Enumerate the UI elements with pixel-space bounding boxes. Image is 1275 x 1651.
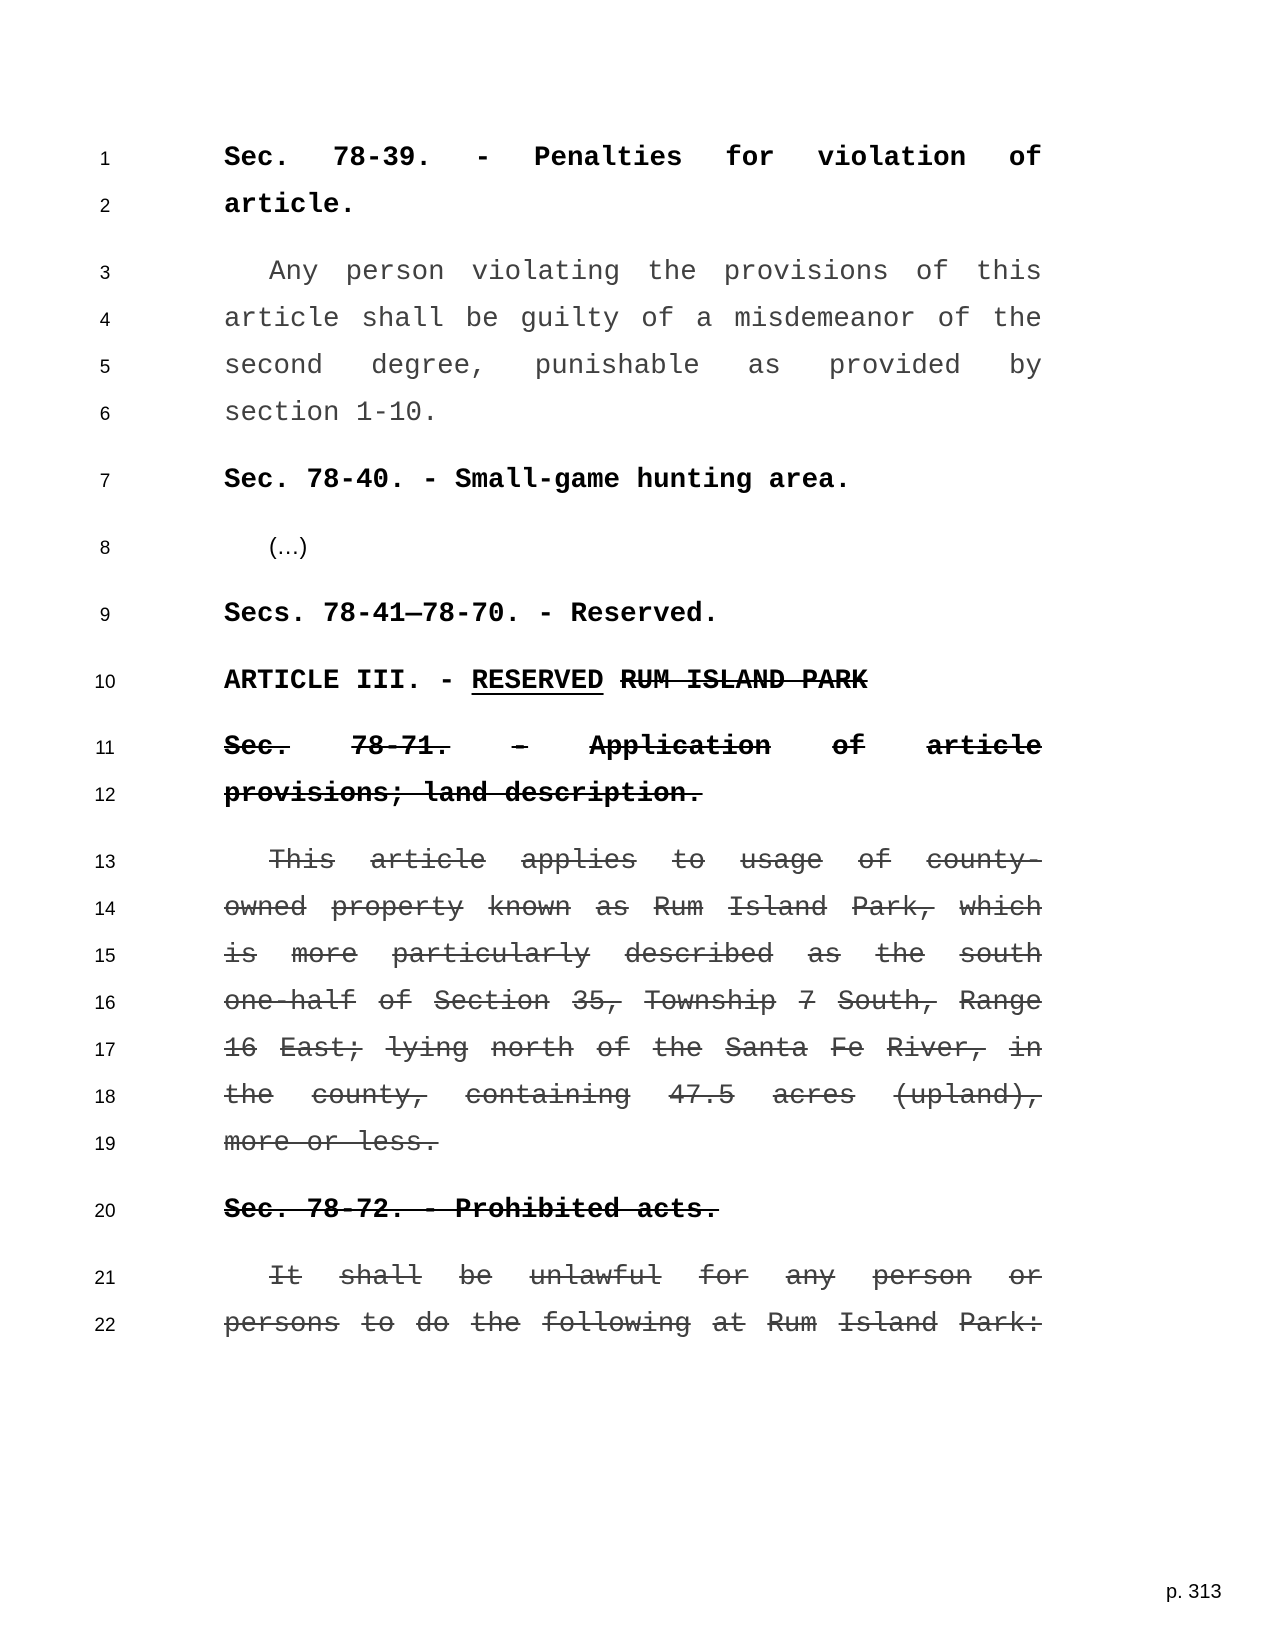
body-word: county,: [311, 1081, 428, 1112]
heading-word: violation: [817, 143, 967, 174]
deleted-paragraph-line: [224, 895, 1042, 923]
body-word: person: [872, 1262, 972, 1293]
body-word: in: [1008, 1034, 1042, 1065]
body-word: 16: [224, 1034, 258, 1065]
body-word: county-: [926, 846, 1042, 877]
body-word: usage: [740, 846, 823, 877]
body-word: provided: [828, 351, 961, 382]
body-word: provisions: [723, 257, 889, 288]
body-word: Township: [644, 987, 777, 1018]
body-word: violating: [471, 257, 621, 288]
line-number: 11: [95, 738, 115, 759]
body-word: any: [785, 1262, 836, 1293]
deleted-paragraph-line: [269, 1264, 1042, 1292]
heading-word: of: [832, 732, 866, 763]
line-number: 17: [94, 1040, 116, 1061]
body-word: the: [647, 257, 697, 288]
body-word: article: [224, 304, 340, 335]
line-number: 19: [94, 1134, 116, 1155]
body-word: to: [671, 846, 705, 877]
line-number: 13: [94, 852, 116, 873]
line-number: 9: [99, 605, 111, 626]
body-word: the: [875, 940, 925, 971]
body-word: Fe: [830, 1034, 864, 1065]
body-word: containing: [465, 1081, 631, 1112]
inserted-text: RESERVED: [471, 666, 604, 697]
body-word: more: [291, 940, 358, 971]
body-word: Rum: [767, 1309, 817, 1340]
body-word: Rum: [653, 893, 704, 924]
body-word: the: [992, 304, 1042, 335]
body-word: punishable: [534, 351, 700, 382]
heading-word: 78-71.: [351, 732, 451, 763]
section-heading-78-71-continued: provisions; land description.: [224, 779, 703, 810]
line-number: 14: [94, 899, 116, 920]
body-word: property: [331, 893, 464, 924]
body-word: (upland),: [893, 1081, 1042, 1112]
line-number: 18: [94, 1087, 116, 1108]
line-number: 21: [94, 1268, 116, 1289]
line-number: 22: [94, 1315, 116, 1336]
body-word: unlawful: [529, 1262, 662, 1293]
line-number: 6: [99, 404, 111, 425]
heading-word: Penalties: [533, 143, 683, 174]
body-word: of: [858, 846, 892, 877]
section-heading-78-39-continued: article.: [224, 190, 357, 221]
body-word: north: [491, 1034, 574, 1065]
body-word: article: [370, 846, 486, 877]
body-word: Island: [838, 1309, 938, 1340]
body-word: 47.5: [668, 1081, 735, 1112]
body-word: or: [1008, 1262, 1042, 1293]
deleted-paragraph-line: [224, 1083, 1042, 1111]
line-number: 15: [94, 946, 116, 967]
body-word: applies: [521, 846, 637, 877]
body-word: 35,: [572, 987, 622, 1018]
line-number: 3: [99, 263, 111, 284]
body-word: This: [269, 846, 336, 877]
body-word: of: [937, 304, 971, 335]
body-word: do: [416, 1309, 450, 1340]
body-word: shall: [339, 1262, 422, 1293]
section-heading-reserved: Secs. 78-41—78-70. - Reserved.: [224, 599, 720, 630]
body-word: be: [459, 1262, 493, 1293]
line-number: 7: [99, 471, 111, 492]
body-word: misdemeanor: [734, 304, 916, 335]
body-word: second: [224, 351, 324, 382]
deleted-paragraph-line: more or less.: [224, 1128, 439, 1159]
body-paragraph-line: [224, 306, 1042, 334]
body-word: Section: [434, 987, 550, 1018]
body-word: the: [224, 1081, 274, 1112]
section-heading-78-40: Sec. 78-40. - Small-game hunting area.: [224, 465, 852, 496]
body-word: owned: [224, 893, 307, 924]
heading-word: of: [1008, 143, 1042, 174]
body-word: of: [378, 987, 412, 1018]
article-prefix: ARTICLE III. -: [224, 666, 472, 697]
body-word: this: [975, 257, 1042, 288]
line-number: 20: [94, 1201, 116, 1222]
body-word: known: [488, 893, 571, 924]
heading-word: 78-39.: [332, 143, 432, 174]
line-number: 8: [99, 538, 111, 559]
body-word: River,: [886, 1034, 986, 1065]
body-word: of: [915, 257, 949, 288]
body-paragraph-line: section 1-10.: [224, 398, 439, 429]
section-heading-78-72: Sec. 78-72. - Prohibited acts.: [224, 1195, 720, 1226]
body-word: degree,: [371, 351, 487, 382]
heading-word: -: [474, 143, 492, 174]
body-word: be: [465, 304, 499, 335]
body-word: a: [696, 304, 713, 335]
heading-word: for: [725, 143, 775, 174]
section-heading-78-71: [224, 734, 1042, 762]
page-number: p. 313: [1166, 1581, 1222, 1603]
body-word: Park:: [959, 1309, 1042, 1340]
body-word: to: [361, 1309, 395, 1340]
body-word: Range: [959, 987, 1042, 1018]
body-word: Any: [269, 257, 319, 288]
body-word: described: [624, 940, 774, 971]
deleted-paragraph-line: [269, 848, 1042, 876]
deleted-paragraph-line: [224, 942, 1042, 970]
heading-word: Sec.: [224, 732, 291, 763]
article-heading: [224, 668, 1042, 696]
body-word: following: [542, 1309, 691, 1340]
body-word: which: [959, 893, 1042, 924]
body-word: of: [596, 1034, 630, 1065]
body-word: Park,: [852, 893, 935, 924]
body-word: the: [470, 1309, 521, 1340]
deleted-paragraph-line: [224, 1311, 1042, 1339]
body-word: Island: [728, 893, 828, 924]
body-word: persons: [224, 1309, 340, 1340]
body-paragraph-line: [224, 353, 1042, 381]
body-word: It: [269, 1262, 303, 1293]
body-word: as: [807, 940, 841, 971]
body-word: guilty: [520, 304, 620, 335]
line-number: 1: [99, 149, 111, 170]
line-number: 16: [94, 993, 116, 1014]
heading-word: Sec.: [224, 143, 291, 174]
line-number: 5: [99, 357, 111, 378]
heading-word: -: [511, 732, 529, 763]
deleted-text: RUM ISLAND PARK: [620, 666, 868, 697]
heading-word: Application: [589, 732, 771, 763]
body-word: South,: [837, 987, 937, 1018]
line-number: 12: [94, 785, 116, 806]
section-heading-78-39: [224, 145, 1042, 173]
body-word: south: [959, 940, 1042, 971]
body-word: is: [224, 940, 258, 971]
body-word: the: [652, 1034, 703, 1065]
body-word: as: [595, 893, 629, 924]
body-word: as: [747, 351, 781, 382]
body-word: 7: [798, 987, 816, 1018]
line-number: 2: [99, 196, 111, 217]
deleted-paragraph-line: [224, 989, 1042, 1017]
body-word: shall: [361, 304, 444, 335]
line-number: 10: [94, 672, 116, 693]
body-word: at: [712, 1309, 746, 1340]
body-word: East;: [280, 1034, 363, 1065]
body-word: Santa: [725, 1034, 808, 1065]
omission-marker: (…): [269, 533, 308, 559]
heading-word: article: [926, 732, 1042, 763]
body-word: particularly: [392, 940, 591, 971]
body-word: person: [345, 257, 445, 288]
body-word: acres: [772, 1081, 856, 1112]
body-word: for: [698, 1262, 749, 1293]
body-word: of: [641, 304, 675, 335]
body-word: lying: [385, 1034, 469, 1065]
body-paragraph-line: [269, 259, 1042, 287]
line-number: 4: [99, 310, 111, 331]
deleted-paragraph-line: [224, 1036, 1042, 1064]
body-word: one-half: [224, 987, 357, 1018]
body-word: by: [1008, 351, 1042, 382]
